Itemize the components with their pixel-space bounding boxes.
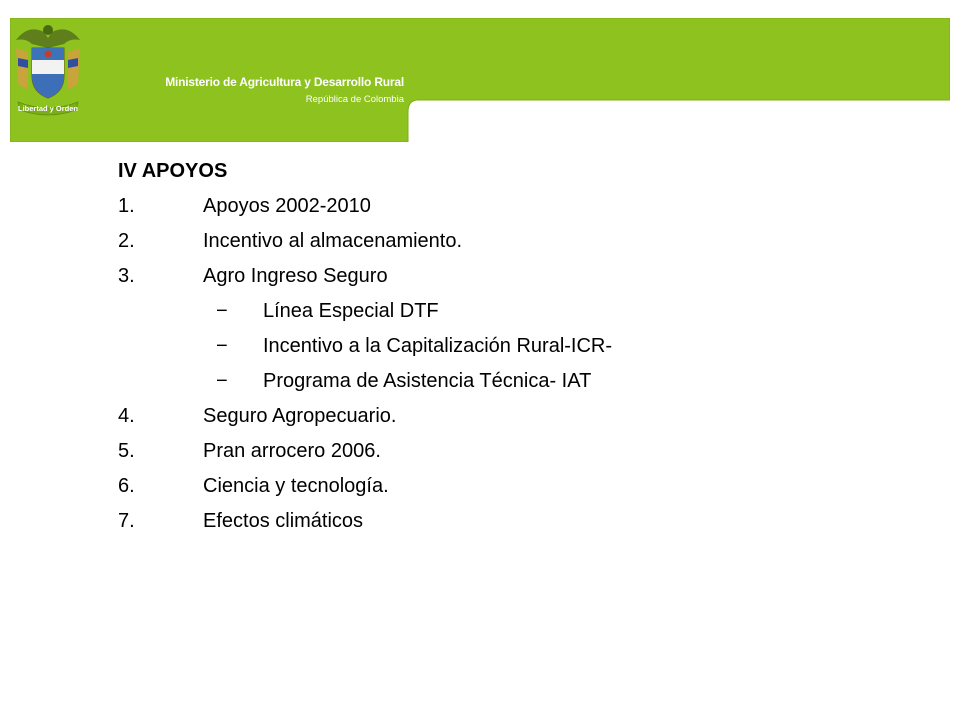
slide-title: IV APOYOS	[118, 160, 228, 182]
item-number: 7.	[118, 510, 135, 532]
item-label: Pran arrocero 2006.	[203, 440, 381, 462]
list-item	[118, 189, 878, 224]
sub-list-item	[118, 329, 878, 364]
motto-text: Libertad y Orden	[17, 104, 79, 113]
list-item	[118, 504, 878, 539]
banner-shape	[10, 18, 950, 142]
item-number: 1.	[118, 195, 135, 217]
list-item	[118, 224, 878, 259]
item-label: Incentivo al almacenamiento.	[203, 230, 463, 252]
list-item	[118, 434, 878, 469]
item-number: 6.	[118, 475, 135, 497]
item-label: Efectos climáticos	[203, 510, 364, 532]
dash-bullet: −	[216, 300, 228, 322]
item-label: Incentivo a la Capitalización Rural-ICR-	[263, 335, 613, 357]
item-label: Agro Ingreso Seguro	[203, 265, 388, 287]
item-number: 4.	[118, 405, 135, 427]
dash-bullet: −	[216, 370, 228, 392]
list-item	[118, 469, 878, 504]
sub-list-item	[118, 294, 878, 329]
header-banner	[10, 18, 950, 142]
slide-content	[118, 154, 878, 539]
item-number: 3.	[118, 265, 135, 287]
item-number: 5.	[118, 440, 135, 462]
item-label: Programa de Asistencia Técnica- IAT	[263, 370, 592, 392]
coat-of-arms-icon	[10, 18, 86, 118]
republic-name: República de Colombia	[305, 94, 404, 105]
dash-bullet: −	[216, 335, 228, 357]
item-label: Apoyos 2002-2010	[203, 195, 371, 217]
item-label: Seguro Agropecuario.	[203, 405, 397, 427]
ministry-name: Ministerio de Agricultura y Desarrollo Rural	[165, 75, 404, 89]
list-item	[118, 259, 878, 294]
list-item	[118, 399, 878, 434]
sub-list-item	[118, 364, 878, 399]
item-label: Línea Especial DTF	[263, 300, 439, 322]
item-label: Ciencia y tecnología.	[203, 475, 389, 497]
item-number: 2.	[118, 230, 135, 252]
